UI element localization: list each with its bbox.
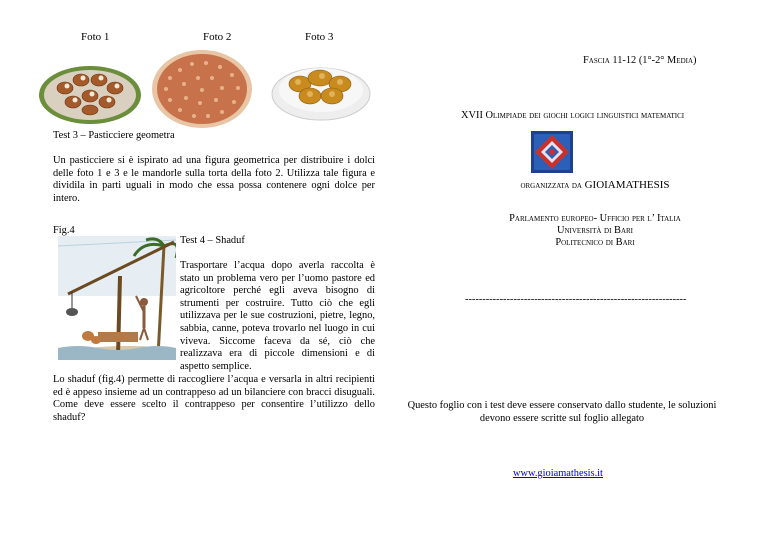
photo-almond-cake [150,48,254,130]
test3-title: Test 3 – Pasticciere geometra [53,130,175,141]
organizzata-line [450,179,740,191]
shaduf-illustration [58,236,176,360]
olimpiade-title: XVII Olimpiade dei giochi logici linguistici matematici [461,110,685,121]
separator-dashes: ---------------------------------------------------------------- [465,294,687,305]
fascia-label: Fascia 11-12 (1°-2° Media) [583,55,697,66]
test3-body: Un pasticciere si è ispirato ad una figura geometrica per distribuire i dolci delle foto 1 e 3 e le mandorle sulla torta della foto 2. Utilizza tale figura e dividila in parti uguali in modo che essa possa contenere ogni dolce per intero. [53,155,375,204]
website-link[interactable]: www.gioiamathesis.it [513,468,603,479]
sponsor-2: Università di Bari [556,225,633,236]
organizzata-name: GIOIAMATHESIS [584,179,670,191]
fig4-label: Fig.4 [53,225,75,236]
test4-body-side: Trasportare l’acqua dopo averla raccolta è stato un problema vero per l’uomo pastore ed agricoltore perché egli aveva bisogno di strumenti per costruire. Tutto ciò che egli utilizzava per le sue costruzioni, pietre, legno, sabbia, canne, poteva trovarlo nel luogo in cui viveva. Siccome faceva da sé, ciò che realizzava era di piccole dimensioni e di aspetto semplice. [180,260,375,372]
gioiamathesis-logo [531,131,573,173]
conservation-note: Questo foglio con i test deve essere conservato dallo studente, le soluzioni devono essere scritte sul foglio allegato [407,400,717,424]
test4-body-full: Lo shaduf (fig.4) permette di raccogliere l’acqua e versarla in altri recipienti ed è appeso insieme ad un contrappeso ad un bilanciere con bracci disuguali. Come deve essere scelto il contrappeso per consentire l’utilizzo dello shaduf? [53,374,375,423]
photo-label-3: Foto 3 [305,31,334,43]
photo-fried-pastries [270,56,372,122]
organizzata-prefix: organizzata da [520,180,582,191]
photo-pastries-plate [37,58,144,126]
sponsor-1: Parlamento europeo- Ufficio per l’ Italia [509,213,681,224]
test4-title: Test 4 – Shaduf [180,235,245,246]
photo-label-1: Foto 1 [81,31,110,43]
photo-label-2: Foto 2 [203,31,232,43]
sponsor-3: Politecnico di Bari [555,237,635,248]
